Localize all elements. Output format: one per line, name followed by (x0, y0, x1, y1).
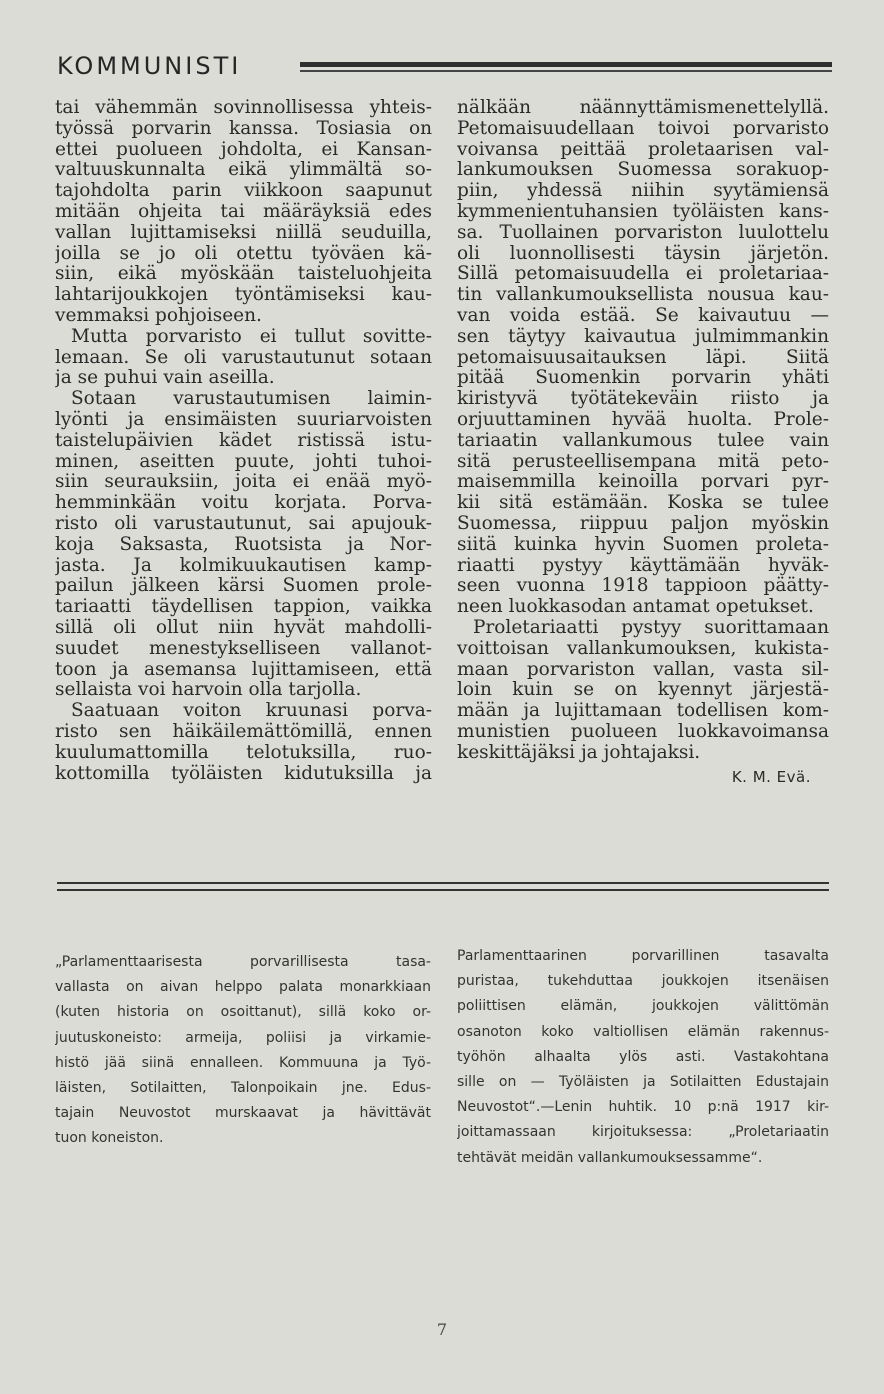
article-right-line: oli luonnollisesti täysin järjetön. (457, 243, 829, 264)
article-right-line: kii sitä estämään. Koska se tulee (457, 493, 829, 514)
quote-right-line: tehtävät meidän vallankumouksessamme“. (457, 1149, 763, 1166)
article-right-line: Petomaisuudellaan toivoi porvaristo (457, 118, 829, 139)
article-right-line: maisemmilla keinoilla porvari pyr- (457, 472, 829, 493)
article-right-line: mään ja lujittamaan todellisen kom- (457, 701, 829, 722)
article-left-line: risto oli varustautunut, sai apujouk- (55, 513, 432, 534)
quote-left-line: tajain Neuvostot murskaavat ja hävittävät (55, 1105, 431, 1122)
masthead-title: KOMMUNISTI (57, 52, 242, 80)
article-left-line: ja se puhui vain aseilla. (55, 368, 275, 389)
quote-right-line: poliittisen elämän, joukkojen välittömän (457, 998, 829, 1015)
quote-left (55, 950, 431, 1152)
article-right-line: voivansa peittää proletaarisen val- (457, 139, 829, 160)
article-left-line: lyönti ja ensimäisten suuriarvoisten (55, 409, 432, 430)
article-right-line: neen luokkasodan antamat opetukset. (457, 597, 814, 618)
article-left-line: kottomilla työläisten kidutuksilla ja (55, 763, 432, 784)
article-right-line: siitä kuinka hyvin Suomen proleta- (457, 534, 829, 555)
page-number: 7 (436, 1320, 448, 1339)
article-right-line: loin kuin se on kyennyt järjestä- (457, 680, 829, 701)
article-left-line: vallan lujittamiseksi niillä seuduilla, (55, 222, 432, 243)
quote-left-line: juutuskoneisto: armeija, poliisi ja virkamie- (55, 1029, 431, 1046)
article-right-line: keskittäjäksi ja johtajaksi. (457, 742, 701, 763)
article-right-line: pitää Suomenkin porvarin yhäti (457, 368, 829, 389)
article-right-line: Sillä petomaisuudella ei proletariaa- (457, 264, 829, 285)
quote-right (457, 944, 829, 1171)
article-right-line: kymmenientuhansien työläisten kans- (457, 201, 829, 222)
quote-right-line: puristaa, tukehduttaa joukkojen itsenäisen (457, 973, 829, 990)
article-right-line: sitä perusteellisempana mitä peto- (457, 451, 829, 472)
article-left-line: lahtarijoukkojen työntämiseksi kau- (55, 285, 432, 306)
article-column-left (55, 98, 432, 784)
quote-left-line: (kuten historia on osoittanut), sillä koko or- (55, 1004, 431, 1021)
article-right-line: nälkään näännyttämismenettelyllä. (457, 98, 829, 118)
article-left-line: valtuuskunnalta eikä ylimmältä so- (55, 160, 432, 181)
article-left-line: lemaan. Se oli varustautunut sotaan (55, 347, 432, 368)
article-left-line: hemminkään voitu korjata. Porva- (55, 493, 432, 514)
quote-right-line: Neuvostot“.—Lenin huhtik. 10 p:nä 1917 kir- (457, 1099, 829, 1116)
quote-left-line: vallasta on aivan helppo palata monarkkiaan (55, 979, 431, 996)
section-divider-bottom (57, 889, 829, 891)
article-left-line: tai vähemmän sovinnollisessa yhteis- (55, 98, 432, 118)
article-left-line: Saatuaan voiton kruunasi porva- (71, 701, 432, 722)
quote-right-line: osanoton koko valtiollisen elämän rakennus- (457, 1023, 829, 1040)
quote-left-line: „Parlamenttaarisesta porvarillisesta tasa- (55, 954, 431, 970)
page-header (57, 52, 837, 92)
header-rule-thin (300, 70, 832, 72)
article-right-line: tin vallankumouksellista nousua kau- (457, 285, 829, 306)
article-left-line: siin seurauksiin, joita ei enää myö- (55, 472, 432, 493)
author-signature: K. M. Evä. (731, 767, 811, 786)
article-right-line: voittoisan vallankumouksen, kukista- (457, 638, 829, 659)
article-right-line: sa. Tuollainen porvariston luulottelu (457, 222, 829, 243)
article-left-line: sillä oli ollut niin hyvät mahdolli- (55, 617, 432, 638)
quote-right-line: joittamassaan kirjoituksessa: „Proletariaatin (457, 1124, 829, 1141)
quote-right-line: sille on — Työläisten ja Sotilaitten Edustajain (457, 1073, 829, 1090)
article-right-line: petomaisuusaitauksen läpi. Siitä (457, 347, 829, 368)
article-left-line: toon ja asemansa lujittamiseen, että (55, 659, 432, 680)
article-left-line: suudet menestykselliseen vallanot- (55, 638, 432, 659)
article-left-line: ettei puolueen johdolta, ei Kansan- (55, 139, 432, 160)
article-left-line: risto sen häikäilemättömillä, ennen (55, 721, 432, 742)
article-left-line: mitään ohjeita tai määräyksiä edes (55, 201, 432, 222)
quote-left-line: tuon koneiston. (55, 1130, 164, 1147)
article-right-line: Proletariaatti pystyy suorittamaan (473, 617, 829, 638)
quote-right-line: Parlamenttaarinen porvarillinen tasavalta (457, 948, 829, 964)
article-left-line: Mutta porvaristo ei tullut sovitte- (71, 326, 432, 347)
article-right-line: riaatti pystyy käyttämään hyväk- (457, 555, 829, 576)
article-right-line: tariaatin vallankumous tulee vain (457, 430, 829, 451)
article-left-line: tariaatti täydellisen tappion, vaikka (55, 597, 432, 618)
article-left-line: sellaista voi harvoin olla tarjolla. (55, 680, 362, 701)
quote-left-line: läisten, Sotilaitten, Talonpoikain jne. Edus- (55, 1079, 431, 1096)
article-left-line: minen, aseitten puute, johti tuhoi- (55, 451, 432, 472)
article-right-line: maan porvariston vallan, vasta sil- (457, 659, 829, 680)
quote-left-line: histö jää siinä ennalleen. Kommuuna ja Työ- (55, 1054, 431, 1071)
article-left-line: Sotaan varustautumisen laimin- (71, 389, 432, 410)
article-left-line: jasta. Ja kolmikuukautisen kamp- (55, 555, 432, 576)
article-right-line: munistien puolueen luokkavoimansa (457, 721, 829, 742)
article-right-line: kiristyvä työtätekeväin riisto ja (457, 389, 829, 410)
article-right-line: piin, yhdessä niihin syytämiensä (457, 181, 829, 202)
section-divider-top (57, 882, 829, 884)
article-right-line: orjuuttaminen hyvää huolta. Prole- (457, 409, 829, 430)
article-right-line: lankumouksen Suomessa sorakuop- (457, 160, 829, 181)
article-left-line: tajohdolta parin viikkoon saapunut (55, 181, 432, 202)
article-left-line: taistelupäivien kädet ristissä istu- (55, 430, 432, 451)
article-right-line: sen täytyy kaivautua julmimmankin (457, 326, 829, 347)
quote-right-line: työhön alhaalta ylös asti. Vastakohtana (457, 1048, 829, 1065)
article-left-line: kuulumattomilla telotuksilla, ruo- (55, 742, 432, 763)
article-right-line: Suomessa, riippuu paljon myöskin (457, 513, 829, 534)
article-left-line: joilla se jo oli otettu työväen kä- (55, 243, 432, 264)
article-left-line: siin, eikä myöskään taisteluohjeita (55, 264, 432, 285)
article-left-line: pailun jälkeen kärsi Suomen prole- (55, 576, 432, 597)
article-right-line: seen vuonna 1918 tappioon päätty- (457, 576, 829, 597)
article-left-line: työssä porvarin kanssa. Tosiasia on (55, 118, 432, 139)
article-left-line: vemmaksi pohjoiseen. (55, 305, 262, 326)
article-right-line: van voida estää. Se kaivautuu — (457, 305, 829, 326)
article-left-line: koja Saksasta, Ruotsista ja Nor- (55, 534, 432, 555)
header-rule-heavy (300, 62, 832, 67)
article-column-right (457, 98, 829, 786)
